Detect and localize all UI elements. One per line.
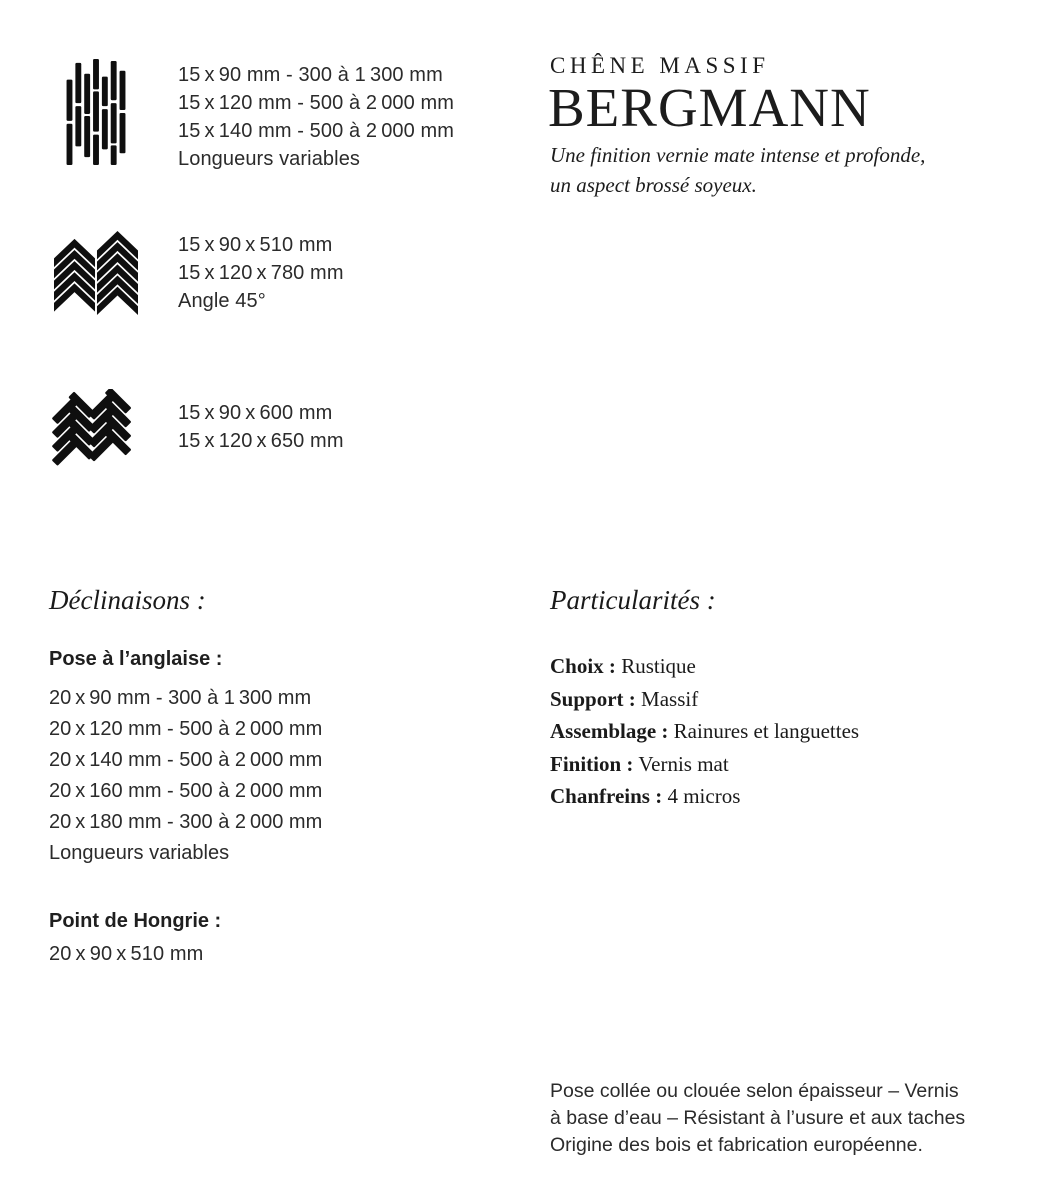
pose-anglaise-lines [49, 683, 322, 869]
spec-row [550, 715, 859, 748]
dimension-line: 15 x 90 x 600 mm [178, 402, 333, 424]
spec-value: Massif [641, 686, 699, 711]
random-length-planks-icon [66, 59, 126, 167]
footer-line: Pose collée ou clouée selon épaisseur – Vernis [550, 1080, 959, 1102]
spec-value: Rustique [621, 654, 696, 678]
description-line: un aspect brossé soyeux. [550, 173, 757, 197]
spec-row [550, 683, 859, 716]
dimension-line: Angle 45° [178, 290, 266, 312]
spec-label: Choix : [550, 654, 616, 678]
spec-row [550, 748, 859, 781]
spec-row [550, 650, 859, 683]
spec-value: Rainures et languettes [673, 719, 860, 743]
chevron-pattern-icon [54, 231, 138, 315]
product-title-small: CHÊNE MASSIF [550, 53, 770, 78]
point-hongrie-label: Point de Hongrie : [49, 910, 222, 932]
dimension-line: 15 x 120 mm - 500 à 2 000 mm [178, 92, 455, 114]
dimension-line: 15 x 90 x 510 mm [178, 234, 333, 256]
spec-label: Support : [550, 686, 636, 711]
dimension-line: 15 x 120 x 650 mm [178, 430, 344, 452]
dimension-line: 20 x 140 mm - 500 à 2 000 mm [49, 749, 323, 771]
declinaisons-heading: Déclinaisons : [49, 585, 206, 615]
dimension-line: 15 x 120 x 780 mm [178, 262, 344, 284]
footer-note [550, 1078, 965, 1159]
spec-value: Vernis mat [638, 751, 729, 776]
spec-label: Finition : [550, 751, 634, 776]
particularites-heading: Particularités : [550, 585, 716, 615]
product-title-large: BERGMANN [548, 77, 871, 138]
footer-line: à base d’eau – Résistant à l’usure et aux taches [550, 1107, 966, 1129]
format-3-lines [178, 399, 344, 455]
description-line: Une finition vernie mate intense et profonde, [550, 143, 926, 167]
dimension-line: Longueurs variables [178, 148, 361, 170]
spec-value: 4 micros [667, 784, 741, 808]
spec-row [550, 780, 859, 813]
herringbone-pattern-icon [52, 389, 132, 471]
particularites-list [550, 650, 859, 813]
spec-label: Assemblage : [550, 719, 669, 743]
product-description [550, 140, 925, 200]
dimension-line: 20 x 180 mm - 300 à 2 000 mm [49, 811, 323, 833]
footer-line: Origine des bois et fabrication européenne. [550, 1134, 923, 1156]
dimension-line: Longueurs variables [49, 842, 230, 864]
pose-anglaise-label: Pose à l’anglaise : [49, 648, 223, 670]
dimension-line: 20 x 120 mm - 500 à 2 000 mm [49, 718, 323, 740]
format-1-lines [178, 61, 454, 173]
point-hongrie-dimension: 20 x 90 x 510 mm [49, 943, 204, 965]
dimension-line: 20 x 160 mm - 500 à 2 000 mm [49, 780, 323, 802]
spec-label: Chanfreins : [550, 784, 663, 808]
dimension-line: 15 x 140 mm - 500 à 2 000 mm [178, 120, 455, 142]
format-2-lines [178, 231, 344, 315]
dimension-line: 15 x 90 mm - 300 à 1 300 mm [178, 64, 443, 86]
dimension-line: 20 x 90 mm - 300 à 1 300 mm [49, 687, 312, 709]
